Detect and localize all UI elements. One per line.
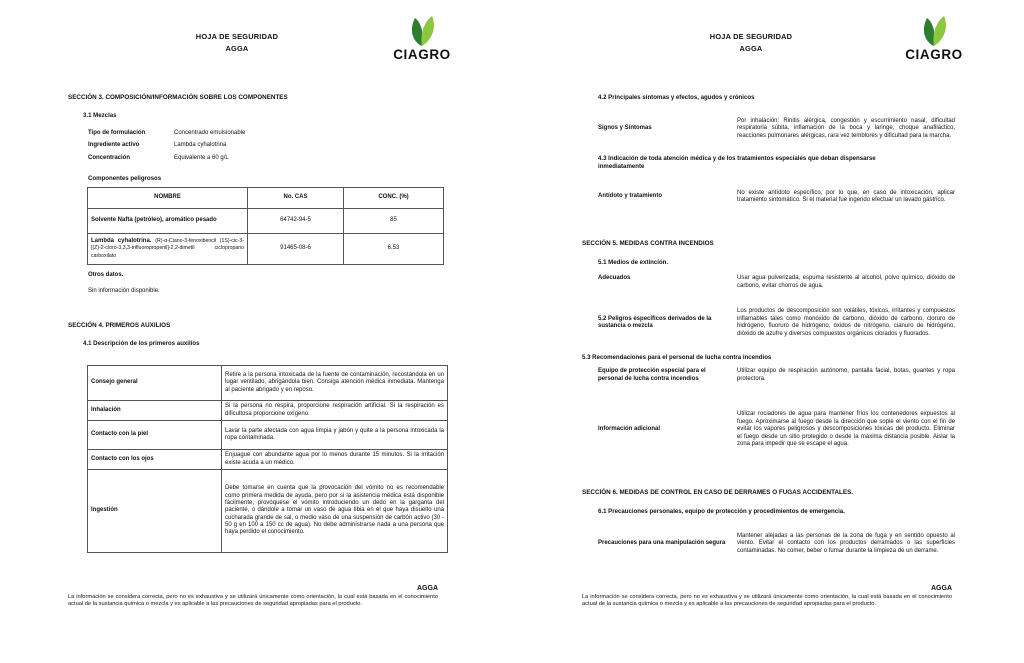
otros-datos-title: Otros datos.: [88, 272, 124, 278]
page-header: [137, 31, 337, 55]
aid-value: Retire a la persona intoxicada de la fuente de contaminación, recostándola en un lugar ventilado, abrigándola bien. Consiga atención médica inmediata. Mantenga al paciente abrigado y en reposo.: [222, 366, 448, 401]
component-cas: 91465-08-6: [248, 234, 344, 265]
componentes-title: Componentes peligrosos: [88, 175, 162, 182]
heading-4-3: 4.3 Indicación de toda atención médica y de los tratamientos especiales que deban dispensarse inmediatamente: [598, 155, 876, 170]
footer-disclaimer: La información se considera correcta, pero no es exhaustiva y se utilizará únicamente como orientación, la cual está basada en el conocimiento actual de la sustancia química o mezcla y es aplicable a las precauciones de seguridad apropiadas para el producto.: [582, 594, 952, 607]
aid-label: Contacto con los ojos: [88, 450, 222, 470]
field-value: Concentrado emulsionable: [174, 130, 246, 136]
field-row-equipo: [598, 368, 955, 383]
table-row: [88, 234, 444, 265]
footer-brand: AGGA: [931, 585, 952, 592]
field-row: [88, 127, 448, 139]
aid-value: Lavar la parte afectada con agua limpia y jabón y quite a la persona intoxicada la ropa contaminada.: [222, 421, 448, 450]
field-label: Signos y Síntomas: [598, 125, 652, 132]
table-row: [88, 366, 448, 401]
field-label: Equipo de protección especial para el personal de lucha contra incendios: [598, 368, 706, 382]
doc-subtitle: AGGA: [225, 44, 249, 53]
aid-label: Inhalación: [88, 401, 222, 421]
aid-label: Consejo general: [88, 366, 222, 401]
logo-wordmark: CIAGRO: [393, 47, 451, 62]
field-value: Por inhalación: Rinitis alérgica, congestión y escurrimiento nasal, dificultad respiratoria súbita, inflamación de la boca y laringe, choque anafiláctico, reacciones pulmonares alérgicas, rara vez temblores y dificultad para la marcha.: [737, 117, 955, 139]
aid-value: Enjuague con abundante agua por lo menos durante 15 minutos. Si la irritación existe acuda a un médico.: [222, 450, 448, 470]
field-label: Concentración: [88, 154, 131, 161]
field-label: Tipo de formulación: [88, 130, 146, 136]
doc-subtitle: AGGA: [739, 44, 763, 53]
col-header-conc: CONC. (%): [344, 188, 444, 209]
heading-6-1: 6.1 Precauciones personales, equipo de protección y procedimientos de emergencia.: [598, 508, 845, 515]
field-label: Antídoto y tratamiento: [598, 193, 662, 200]
subsection-4-1: 4.1 Descripción de los primeros auxilios: [83, 340, 200, 347]
table-header-row: [88, 188, 444, 209]
field-value: Utilizar equipo de respiración autónomo, pantalla facial, botas, guantes y ropa protectora.: [737, 368, 955, 382]
heading-5-1: 5.1 Medios de extinción.: [598, 259, 669, 266]
ciagro-logo: [372, 15, 472, 61]
field-label: Adecuados: [598, 275, 631, 281]
field-row-info-adicional: [598, 400, 955, 460]
table-row: [88, 401, 448, 421]
field-row-adecuados: [598, 275, 955, 290]
field-value: Los productos de descomposición son volátiles, tóxicos, irritantes y compuestos inflamables tales como monóxido de carbono, dióxido de carbono, cloruro de hidrógeno, fluoruro de hidrógeno, óxidos de nitrógeno, cianuro de hidrógeno, dióxido de azufre y diversos compuestos orgánicos clorados y fluorados.: [737, 308, 955, 337]
doc-title: HOJA DE SEGURIDAD: [195, 32, 279, 41]
footer-brand: AGGA: [417, 585, 438, 592]
primeros-auxilios-table: [87, 365, 448, 553]
aid-value: Debe tomarse en cuenta que la provocación del vómito no es recomendable como primera medida de ayuda, pero por si la asistencia médica está disponible fácilmente, provóquese el vómito introduciendo un dedo en la garganta del paciente, o dándole a tomar un vaso de agua tibia en el que haya disuelto una cucharada grande de sal, o medio vaso de una suspensión de carbón activo (30 - 50 g en 100 a 150 cc de agua). No debe administrarse nada a una persona que haya perdido el conocimiento.: [222, 470, 448, 553]
msds-page-2: [512, 0, 1024, 663]
leaf-icon: [919, 15, 949, 47]
component-name: Solvente Nafta (petróleo), aromático pesado: [88, 209, 248, 234]
table-row: [88, 209, 444, 234]
col-header-nombre: NOMBRE: [88, 188, 248, 209]
heading-5-3: 5.3 Recomendaciones para el personal de lucha contra incendios: [582, 354, 772, 361]
aid-label: Ingestión: [88, 470, 222, 553]
section-3-title: SECCIÓN 3. COMPOSICIÓN/INFORMACIÓN SOBRE LOS COMPONENTES: [68, 94, 288, 101]
field-label: Precauciones para una manipulación segura: [598, 540, 726, 547]
component-conc: 85: [344, 209, 444, 234]
component-cas: 64742-94-5: [248, 209, 344, 234]
field-label: 5.2 Peligros específicos derivados de la sustancia o mezcla: [598, 315, 712, 329]
field-value: Equivalente a 60 g/L: [174, 154, 229, 161]
component-conc: 6.53: [344, 234, 444, 265]
heading-4-2: 4.2 Principales síntomas y efectos, agudos y crónicos: [598, 94, 755, 101]
field-row-signos: [598, 106, 955, 152]
field-value: Utilizar rociadores de agua para mantener fríos los contenedores expuestos al fuego. Aproximarse al fuego desde la dirección que sople el viento con el fin de evitar los vapores peligrosos y descomposiciones tóxicas del producto. Eliminar el fuego desde un sitio protegido o desde la máxima distancia posible. Aislar la zona para impedir que se escape el agua.: [737, 411, 955, 448]
aid-label: Contacto con la piel: [88, 421, 222, 450]
col-header-cas: No. CAS: [248, 188, 344, 209]
field-row-peligros: [598, 296, 955, 350]
component-name: Lambda cyhalotrina. (R)-α-Ciano-3-fenoxibencil (1S)-cic-3-[(Z)-2-cloro-3,3,3-trifluoropropenil]-2,2-dimetil ciclopropano carboxilato: [88, 234, 248, 265]
logo-wordmark: CIAGRO: [905, 47, 963, 62]
section-5-title: SECCIÓN 5. MEDIDAS CONTRA INCENDIOS: [582, 240, 714, 247]
aid-value: Si la persona no respira, proporcione respiración artificial. Si la respiración es dificultosa proporcione oxígeno.: [222, 401, 448, 421]
formulation-fields: [88, 127, 448, 164]
field-value: No existe antídoto específico, por lo que, en caso de intoxicación, aplicar tratamiento sintomático. Si el material fue ingerido efectuar un lavado gástrico.: [737, 189, 955, 203]
field-label: Información adicional: [598, 426, 661, 433]
field-value: Lambda cyhalotrina: [174, 142, 227, 149]
page-header: [651, 31, 851, 55]
componentes-table: [87, 187, 444, 265]
field-value: Usar agua pulverizada, espuma resistente al alcohol, polvo químico, dióxido de carbono, evitar chorros de agua.: [737, 275, 955, 289]
section-6-title: SECCIÓN 6. MEDIDAS DE CONTROL EN CASO DE DERRAMES O FUGAS ACCIDENTALES.: [582, 489, 854, 496]
doc-title: HOJA DE SEGURIDAD: [709, 32, 793, 41]
sin-info-text: Sin información disponible.: [88, 288, 160, 294]
subsection-3-1: 3.1 Mezclas: [83, 112, 117, 119]
field-label: Ingrediente activo: [88, 142, 140, 149]
field-value: Mantener alejadas a las personas de la zona de fuga y en sentido opuesto al viento. Evitar el contacto con los productos derramados o las superficies contaminadas. No comer, beber o fumar durante la limpieza de un derrame.: [737, 532, 955, 554]
field-row-antidoto: [598, 180, 955, 214]
ciagro-logo: [884, 15, 984, 61]
field-row: [88, 139, 448, 151]
section-4-title: SECCIÓN 4. PRIMEROS AUXILIOS: [68, 322, 171, 329]
field-row-precauciones: [598, 523, 955, 565]
table-row: [88, 470, 448, 553]
field-row: [88, 152, 448, 164]
footer-disclaimer: La información se considera correcta, pero no es exhaustiva y se utilizará únicamente como orientación, la cual está basada en el conocimiento actual de la sustancia química o mezcla y es aplicable a las precauciones de seguridad apropiadas para el producto.: [68, 594, 438, 607]
table-row: [88, 421, 448, 450]
table-row: [88, 450, 448, 470]
leaf-icon: [407, 15, 437, 47]
